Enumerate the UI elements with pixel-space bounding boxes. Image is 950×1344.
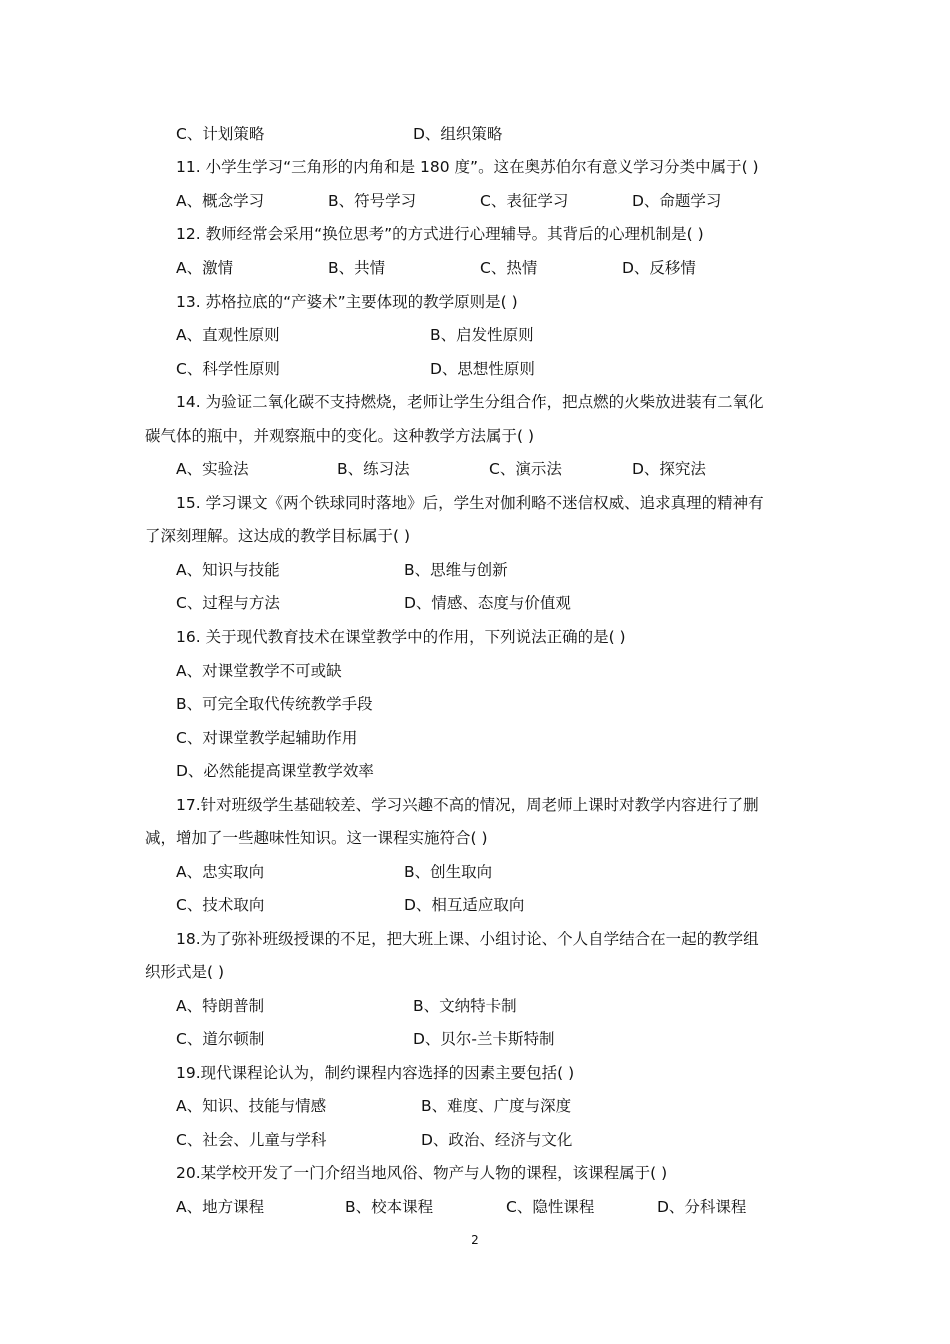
option-c: C、科学性原则: [176, 360, 280, 378]
page-number: 2: [471, 1233, 479, 1247]
option-a: A、直观性原则: [176, 326, 280, 344]
question-14-continued: 碳气体的瓶中，并观察瓶中的变化。这种教学方法属于( ): [145, 427, 535, 445]
option-c: C、热情: [480, 259, 538, 277]
option-b: B、符号学习: [328, 192, 417, 210]
option-row: [176, 1124, 846, 1157]
option-a: A、忠实取向: [176, 863, 265, 881]
option-d: D、相互适应取向: [404, 896, 525, 914]
question-16: 16. 关于现代教育技术在课堂教学中的作用，下列说法正确的是( ): [176, 628, 626, 646]
option-row: [176, 185, 846, 218]
option-c: C、表征学习: [480, 192, 569, 210]
option-a: A、激情: [176, 259, 234, 277]
option-c: C、过程与方法: [176, 594, 280, 612]
option-c: C、演示法: [489, 460, 562, 478]
option-b: B、创生取向: [404, 863, 493, 881]
option-b: B、启发性原则: [430, 326, 534, 344]
option-row: [176, 1191, 846, 1224]
option-b: B、难度、广度与深度: [421, 1097, 572, 1115]
option-c: C、道尔顿制: [176, 1030, 265, 1048]
option-d: D、贝尔-兰卡斯特制: [413, 1030, 555, 1048]
option-row: [176, 118, 846, 151]
option-a: A、概念学习: [176, 192, 265, 210]
option-row: [176, 1023, 846, 1056]
option-row: [176, 587, 846, 620]
option-d: D、思想性原则: [430, 360, 535, 378]
option-c: C、社会、儿童与学科: [176, 1131, 327, 1149]
option-c: C、隐性课程: [506, 1198, 595, 1216]
option-row: [176, 319, 846, 352]
option-d: D、反移情: [622, 259, 696, 277]
option-b: B、校本课程: [345, 1198, 434, 1216]
option-row: [176, 856, 846, 889]
option-row: [176, 1090, 846, 1123]
option-row: [176, 889, 846, 922]
option-d: D、政治、经济与文化: [421, 1131, 573, 1149]
question-19: 19.现代课程论认为，制约课程内容选择的因素主要包括( ): [176, 1064, 575, 1082]
question-15-continued: 了深刻理解。这达成的教学目标属于( ): [145, 527, 411, 545]
question-14: 14. 为验证二氧化碳不支持燃烧，老师让学生分组合作，把点燃的火柴放进装有二氧化: [176, 393, 764, 411]
option-a: A、知识、技能与情感: [176, 1097, 327, 1115]
option-d: D、命题学习: [632, 192, 722, 210]
question-18-continued: 织形式是( ): [145, 963, 225, 981]
option-b: B、共情: [328, 259, 386, 277]
question-17-continued: 减，增加了一些趣味性知识。这一课程实施符合( ): [145, 829, 488, 847]
option-a: A、知识与技能: [176, 561, 280, 579]
option-row: [176, 353, 846, 386]
option-c: C、对课堂教学起辅助作用: [176, 729, 358, 747]
option-b: B、练习法: [337, 460, 410, 478]
option-a: A、特朗普制: [176, 997, 265, 1015]
question-12: 12. 教师经常会采用“换位思考”的方式进行心理辅导。其背后的心理机制是( ): [176, 225, 704, 243]
option-d: D、必然能提高课堂教学效率: [176, 762, 374, 780]
option-a: A、地方课程: [176, 1198, 265, 1216]
option-a: A、对课堂教学不可或缺: [176, 662, 342, 680]
option-row: [176, 252, 846, 285]
option-b: B、可完全取代传统教学手段: [176, 695, 373, 713]
option-d: D、探究法: [632, 460, 706, 478]
option-c: C、技术取向: [176, 896, 265, 914]
option-c: C、计划策略: [176, 125, 265, 143]
question-18: 18.为了弥补班级授课的不足，把大班上课、小组讨论、个人自学结合在一起的教学组: [176, 930, 759, 948]
option-b: B、思维与创新: [404, 561, 508, 579]
option-b: B、文纳特卡制: [413, 997, 517, 1015]
question-11: 11. 小学生学习“三角形的内角和是 180 度”。这在奥苏伯尔有意义学习分类中属于( ): [176, 158, 759, 176]
option-d: D、分科课程: [657, 1198, 747, 1216]
question-15: 15. 学习课文《两个铁球同时落地》后，学生对伽利略不迷信权威、追求真理的精神有: [176, 494, 764, 512]
option-d: D、情感、态度与价值观: [404, 594, 571, 612]
option-row: [176, 990, 846, 1023]
question-17: 17.针对班级学生基础较差、学习兴趣不高的情况，周老师上课时对教学内容进行了删: [176, 796, 759, 814]
option-d: D、组织策略: [413, 125, 503, 143]
option-row: [176, 453, 846, 486]
option-row: [176, 554, 846, 587]
question-20: 20.某学校开发了一门介绍当地风俗、物产与人物的课程，该课程属于( ): [176, 1164, 668, 1182]
question-13: 13. 苏格拉底的“产婆术”主要体现的教学原则是( ): [176, 293, 518, 311]
option-a: A、实验法: [176, 460, 249, 478]
